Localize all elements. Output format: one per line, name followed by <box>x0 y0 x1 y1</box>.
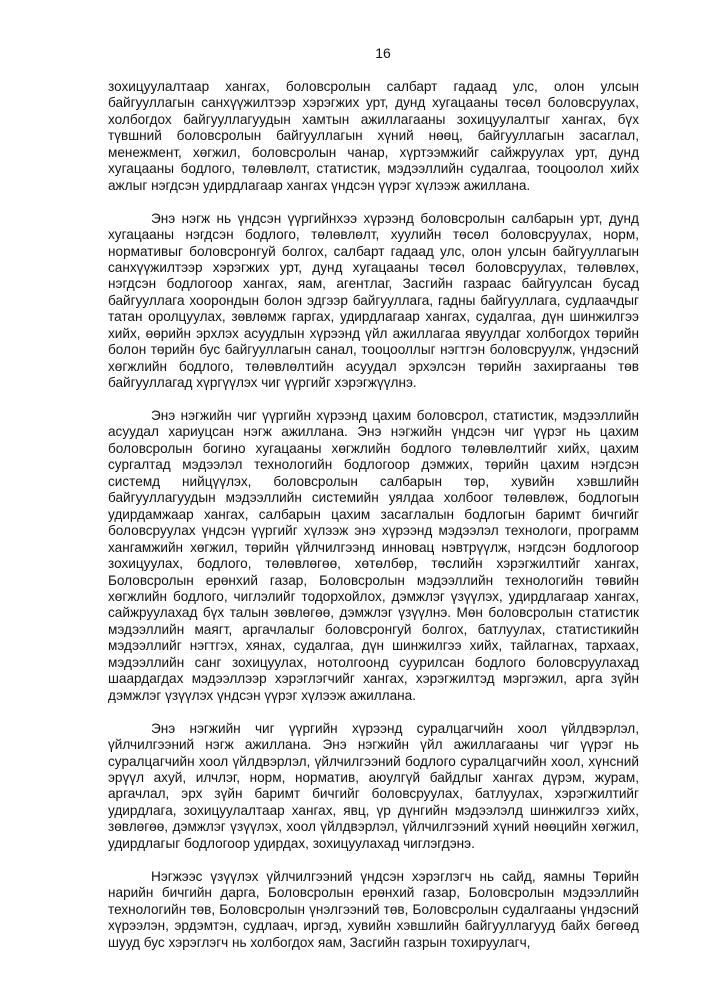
paragraph-3: Энэ нэгжийн чиг үүргийн хүрээнд цахим боловсрол, статистик, мэдээллийн асуудал хариуцсан нэгж ажиллана. Энэ нэгжийн үндсэн чиг үүрэг нь цахим боловсролын богино хугацааны хөгжлийн бодлого төлөвлөлтийг хийх, цахим сургалтад мэдээлэл технологийн бодлогоор дэмжих, төрийн цахим нэгдсэн системд нийцүүлэх, боловсролын салбарын төр, хувийн хэвшлийн байгууллагуудын мэдээллийн системийн уялдаа холбоог төлөвлөж, бодлогын удирдамжаар хангах, салбарын цахим засаглалын бодлогын баримт бичгийг боловсруулах үндсэн үүргийг хүлээж энэ хүрээнд мэдээлэл технологи, программ хангамжийн хөгжил, төрийн үйлчилгээнд инновац нэвтрүүлж, нэгдсэн бодлогоор зохицуулах, бодлого, төлөвлөгөө, хөтөлбөр, төслийн хэрэгжилтийг хангах, Боловсролын ерөнхий газар, Боловсролын мэдээллийн технологийн төвийн хөгжлийн бодлого, чиглэлийг тодорхойлох, дэмжлэг үзүүлэх, удирдлагаар хангах, сайжруулахад бүх талын зөвлөгөө, дэмжлэг үзүүлнэ. Мөн боловсролын статистик мэдээллийн маягт, аргачлалыг боловсронгуй болгох, батлуулах, статистикийн мэдээллийг нэгтгэх, хянах, судалгаа, дүн шинжилгээ хийх, тайлагнах, тархаах, мэдээллийн санг зохицуулах, нотолгоонд суурилсан бодлого боловсруулахад шаардагдах мэдээллээр хэрэглэгчийг хангах, хэрэгжилтэд мэргэжил, арга зүйн дэмжлэг үзүүлэх үндсэн үүрэг хүлээж ажиллана. <box>108 408 639 703</box>
page-number: 16 <box>375 45 391 61</box>
paragraph-5: Нэгжээс үзүүлэх үйлчилгээний үндсэн хэрэглэгч нь сайд, яамны Төрийн нарийн бичгийн дарга, Боловсролын ерөнхий газар, Боловсролын мэдээллийн технологийн төв, Боловсролын үнэлгээний төв, Боловсролын судалгааны үндэсний хүрээлэн, эрдэмтэн, судлаач, иргэд, хувийн хэвшлийн байгууллагууд байх бөгөөд шууд бус хэрэглэгч нь холбогдох яам, Засгийн газрын тохируулагч, <box>108 868 639 950</box>
paragraph-4: Энэ нэгжийн чиг үүргийн хүрээнд суралцагчийн хоол үйлдвэрлэл, үйлчилгээний нэгж ажиллана. Энэ нэгжийн үйл ажиллагааны чиг үүрэг нь суралцагчийн хоол үйлдвэрлэл, үйлчилгээний бодлого суралцагчийн хоол, хүнсний эрүүл ахуй, илчлэг, норм, норматив, аюулгүй байдлыг хангах дүрэм, журам, аргачлал, эрх зүйн баримт бичгийг боловсруулах, батлуулах, хэрэгжилтийг удирдлага, зохицуулалтаар хангах, явц, үр дүнгийн мэдээлэлд шинжилгээ хийх, зөвлөгөө, дэмжлэг үзүүлэх, хоол үйлдвэрлэл, үйлчилгээний хүний нөөцийн хөгжил, удирдлагыг бодлогоор удирдах, зохицуулахад чиглэгдэнэ. <box>108 720 639 851</box>
paragraph-1: зохицуулалтаар хангах, боловсролын салбарт гадаад улс, олон улсын байгууллагын санхүүжилтээр хэрэгжих урт, дунд хугацааны төсөл боловсруулах, холбогдох байгууллагуудын хамтын ажиллагааны зохицуулалтыг хангах, бүх түвшний боловсролын байгууллагын хүний нөөц, байгууллагын засаглал, менежмент, хөгжил, боловсролын чанар, хүртээмжийг сайжруулах урт, дунд хугацааны бодлого, төлөвлөлт, статистик, мэдээллийн судалгаа, тооцоолол хийх ажлыг нэгдсэн удирдлагаар хангах үндсэн үүрэг хүлээж ажиллана. <box>108 79 639 193</box>
document-body <box>108 79 639 967</box>
paragraph-2: Энэ нэгж нь үндсэн үүргийнхээ хүрээнд боловсролын салбарын урт, дунд хугацааны нэгдсэн бодлого, төлөвлөлт, хуулийн төсөл боловсруулах, норм, нормативыг боловсронгуй болгох, салбарт гадаад улс, олон улсын байгууллагын санхүүжилтээр хэрэгжих урт, дунд хугацааны төсөл боловсруулах, төлөвлөх, нэгдсэн бодлогоор хангах, яам, агентлаг, Засгийн газраас байгуулсан бусад байгууллага хоорондын болон эдгээр байгууллага, гадны байгууллага, судлаачдыг татан оролцуулах, зөвлөмж гаргах, удирдлагаар хангах, судалгаа, дүн шинжилгээ хийх, өөрийн эрхлэх асуудлын хүрээнд үйл ажиллагаа явуулдаг холбогдох төрийн болон төрийн бус байгууллагын санал, тооцооллыг нэгтгэн боловсруулж, үндэсний хөгжлийн бодлого, төлөвлөлтийн асуудал эрхэлсэн төрийн захиргааны төв байгууллагад хүргүүлэх чиг үүргийг хэрэгжүүлнэ. <box>108 210 639 391</box>
